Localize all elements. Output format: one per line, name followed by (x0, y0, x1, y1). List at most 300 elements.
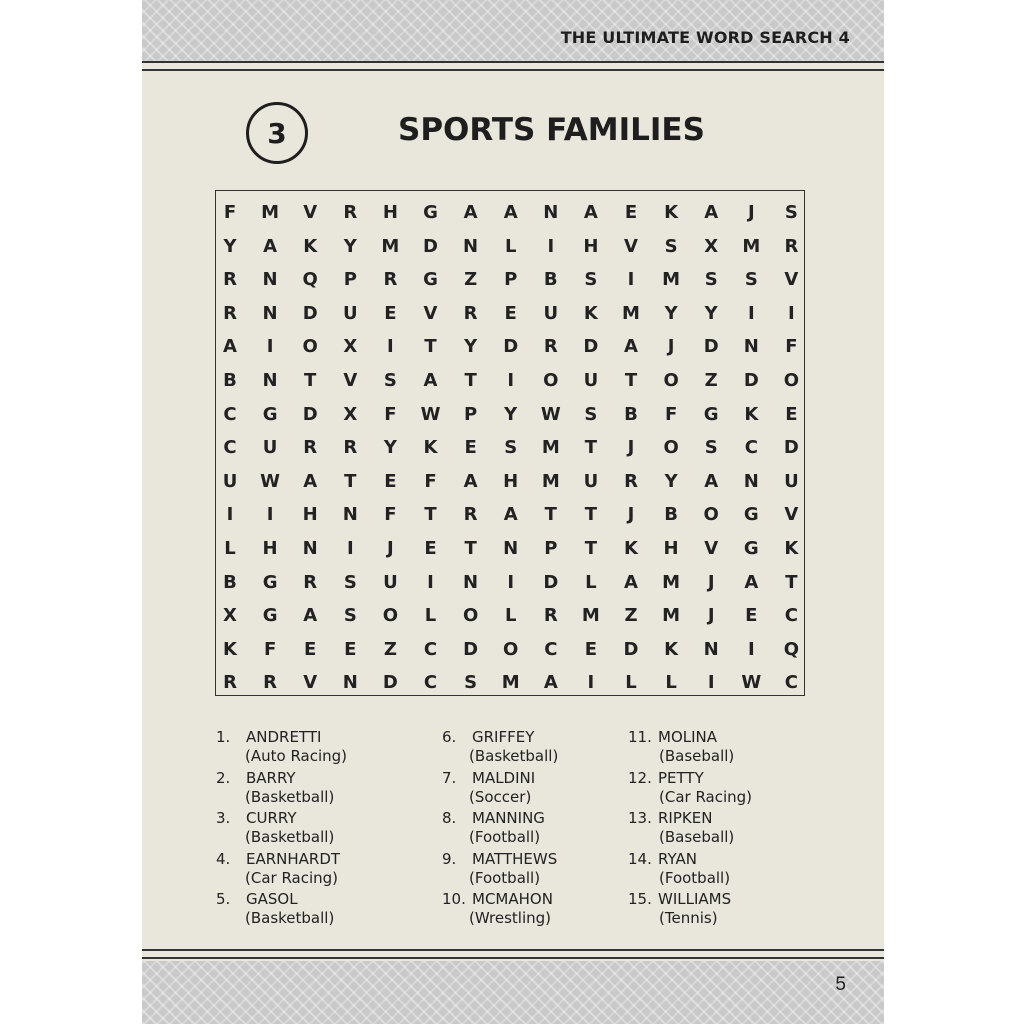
grid-letter: R (463, 302, 478, 324)
grid-letter: R (784, 235, 799, 257)
grid-letter: G (703, 403, 719, 425)
clue-item (216, 850, 416, 891)
clue-item (628, 728, 828, 769)
clue-number: 3. (216, 809, 231, 827)
grid-letter: E (624, 202, 638, 223)
grid-letter: S (744, 269, 758, 291)
grid-letter: D (623, 638, 639, 660)
grid-letter: E (464, 437, 477, 459)
grid-letter: A (704, 202, 719, 223)
clue-number: 6. (442, 728, 457, 746)
grid-letter: Z (704, 370, 718, 391)
grid-letter: V (343, 370, 358, 391)
grid-letter: R (303, 571, 318, 593)
grid-row (216, 532, 804, 566)
grid-letter: N (262, 302, 278, 324)
grid-letter: O (663, 370, 679, 391)
grid-letter: Y (464, 336, 478, 358)
grid-letter: J (707, 605, 715, 627)
grid-letter: Z (464, 269, 478, 291)
grid-letter: G (262, 571, 278, 593)
clue-item (442, 850, 622, 891)
grid-letter: E (384, 470, 397, 492)
grid-row (216, 196, 804, 230)
grid-letter: M (742, 235, 761, 257)
grid-letter: K (744, 403, 759, 425)
grid-letter: A (503, 202, 518, 223)
clue-word: MOLINA (658, 728, 718, 746)
clue-word: EARNHARDT (246, 849, 341, 868)
grid-letter: F (785, 336, 798, 358)
grid-letter: I (226, 504, 234, 526)
grid-letter: N (543, 202, 559, 223)
grid-letter: O (503, 638, 519, 660)
clue-sport: (Football) (659, 868, 731, 887)
grid-letter: P (544, 538, 558, 559)
grid-letter: I (788, 302, 795, 324)
clue-word: WILLIAMS (658, 890, 732, 908)
grid-letter: L (504, 235, 517, 257)
grid-row (216, 330, 804, 364)
clue-column-1 (216, 728, 416, 931)
grid-letter: D (382, 672, 398, 694)
clue-word: ANDRETTI (246, 728, 322, 746)
grid-letter: U (342, 302, 358, 324)
grid-row (216, 297, 804, 331)
grid-letter: S (784, 202, 798, 223)
grid-letter: K (223, 638, 237, 660)
grid-letter: T (424, 504, 437, 526)
grid-letter: A (303, 605, 318, 627)
grid-letter: D (783, 437, 799, 459)
grid-row (216, 398, 804, 432)
grid-letter: P (504, 269, 518, 291)
grid-letter: C (423, 672, 438, 694)
grid-letter: W (741, 672, 762, 694)
clue-item (628, 850, 828, 891)
grid-row (216, 364, 804, 398)
grid-letter: J (387, 538, 394, 559)
grid-letter: N (342, 672, 358, 694)
grid-letter: V (784, 504, 799, 526)
clue-sport: (Wrestling) (469, 909, 551, 927)
grid-letter: M (381, 235, 400, 257)
grid-letter: I (266, 504, 274, 526)
grid-letter: D (503, 336, 519, 358)
grid-letter: O (543, 370, 559, 391)
grid-letter: X (343, 403, 358, 425)
grid-letter: O (663, 437, 679, 459)
grid-letter: A (704, 470, 719, 492)
grid-letter: V (784, 269, 799, 291)
grid-letter: K (303, 235, 318, 257)
grid-letter: Z (383, 638, 397, 660)
grid-letter: R (343, 437, 358, 459)
grid-letter: W (540, 403, 561, 425)
clue-number: 1. (216, 728, 231, 746)
grid-letter: A (624, 571, 638, 593)
grid-letter: V (303, 672, 318, 694)
clue-sport: (Auto Racing) (245, 747, 348, 765)
grid-letter: E (785, 403, 798, 425)
grid-letter: B (624, 403, 638, 425)
grid-row (216, 431, 804, 465)
grid-letter: L (585, 571, 597, 593)
clue-item (628, 890, 828, 931)
grid-letter: F (263, 638, 277, 660)
grid-letter: T (584, 538, 598, 559)
clue-word: MCMAHON (472, 890, 553, 908)
grid-letter: D (423, 235, 438, 257)
grid-letter: K (583, 302, 598, 324)
grid-letter: F (424, 470, 437, 492)
grid-letter: S (704, 437, 718, 459)
header-rule-bottom (142, 69, 884, 71)
grid-letter: X (223, 605, 237, 627)
grid-letter: K (784, 538, 799, 559)
clue-sport: (Basketball) (245, 909, 335, 927)
clue-sport: (Basketball) (245, 828, 335, 846)
grid-letter: N (302, 538, 318, 559)
clue-word: CURRY (246, 809, 297, 827)
grid-letter: R (223, 302, 237, 324)
grid-letter: B (223, 571, 237, 593)
grid-letter: E (304, 638, 317, 660)
grid-letter: H (382, 202, 398, 223)
clue-column-2 (442, 728, 622, 931)
grid-letter: R (383, 269, 398, 291)
grid-letter: C (784, 605, 798, 627)
grid-letter: Y (504, 403, 518, 425)
grid-letter: S (664, 235, 678, 257)
grid-letter: U (784, 470, 799, 492)
grid-letter: O (462, 605, 479, 627)
grid-letter: J (667, 336, 675, 358)
grid-letter: Q (783, 638, 800, 660)
clue-number: 2. (216, 768, 231, 787)
grid-letter: E (745, 605, 758, 627)
grid-letter: I (427, 571, 434, 593)
grid-letter: V (704, 538, 719, 559)
book-page (142, 0, 884, 1024)
grid-letter: I (387, 336, 394, 358)
grid-letter: U (262, 437, 278, 459)
grid-letter: S (504, 437, 518, 459)
grid-letter: R (463, 504, 478, 526)
grid-letter: Y (664, 470, 678, 492)
grid-letter: V (303, 202, 318, 223)
grid-letter: A (624, 336, 638, 358)
grid-letter: M (581, 605, 600, 627)
grid-letter: R (343, 202, 358, 223)
grid-letter: B (543, 269, 558, 291)
grid-letter: H (503, 470, 519, 492)
grid-letter: M (261, 202, 280, 223)
grid-letter: D (743, 370, 759, 391)
grid-letter: H (302, 504, 318, 526)
grid-letter: A (303, 470, 318, 492)
grid-letter: C (784, 672, 798, 694)
footer-rule-top (142, 949, 884, 951)
clue-number: 4. (216, 849, 231, 868)
grid-letter: J (707, 571, 715, 593)
grid-letter: N (703, 638, 719, 660)
grid-letter: I (507, 571, 515, 593)
grid-letter: O (382, 605, 399, 627)
grid-letter: C (544, 638, 558, 660)
clue-item (442, 890, 622, 931)
grid-letter: W (260, 470, 281, 492)
grid-letter: N (463, 235, 479, 257)
clue-item (628, 809, 828, 850)
grid-row (216, 465, 804, 499)
grid-letter: P (343, 269, 357, 291)
grid-letter: S (704, 269, 718, 291)
grid-letter: K (423, 437, 438, 459)
grid-letter: A (463, 202, 478, 223)
grid-letter: L (504, 605, 517, 627)
grid-letter: N (743, 470, 759, 492)
grid-letter: A (263, 235, 278, 257)
grid-letter: S (464, 672, 478, 694)
grid-letter: T (544, 504, 557, 526)
grid-letter: T (424, 336, 437, 358)
clue-word: RIPKEN (658, 809, 713, 827)
grid-letter: N (463, 571, 479, 593)
grid-letter: D (583, 336, 599, 358)
grid-letter: S (343, 571, 357, 593)
grid-letter: Y (223, 235, 237, 257)
clue-word: GRIFFEY (472, 728, 535, 746)
grid-letter: G (423, 269, 438, 291)
word-search-grid (215, 190, 805, 696)
grid-letter: L (665, 672, 677, 694)
header-rule-top (142, 61, 884, 63)
clue-sport: (Tennis) (659, 909, 718, 927)
grid-row (216, 666, 804, 700)
grid-letter: T (344, 470, 357, 492)
clue-item (216, 769, 416, 810)
clue-word: MATTHEWS (472, 849, 558, 868)
clue-item (628, 769, 828, 810)
grid-letter: Z (624, 605, 638, 627)
clue-number: 11. (628, 728, 652, 746)
grid-letter: F (384, 504, 397, 526)
grid-letter: E (504, 302, 517, 324)
grid-letter: U (543, 302, 559, 324)
grid-letter: D (703, 336, 719, 358)
grid-letter: M (501, 672, 520, 694)
grid-letter: D (543, 571, 559, 593)
clue-sport: (Football) (469, 828, 541, 846)
grid-letter: P (463, 403, 478, 425)
grid-letter: B (223, 370, 237, 391)
grid-letter: U (583, 470, 599, 492)
grid-letter: F (384, 403, 397, 425)
clue-word: MANNING (472, 809, 545, 827)
grid-letter: K (624, 538, 638, 559)
clue-number: 5. (216, 890, 231, 908)
clue-word: GASOL (246, 890, 298, 908)
clue-word: BARRY (246, 768, 296, 787)
grid-row (216, 566, 804, 600)
grid-row (216, 263, 804, 297)
clue-number: 8. (442, 809, 457, 827)
grid-letter: G (423, 202, 438, 223)
grid-letter: M (662, 269, 681, 291)
grid-letter: A (463, 470, 478, 492)
grid-letter: E (344, 638, 357, 660)
grid-letter: A (583, 202, 598, 223)
clue-number: 7. (442, 768, 457, 787)
grid-letter: V (423, 302, 438, 324)
grid-letter: S (343, 605, 357, 627)
clue-sport: (Basketball) (469, 747, 559, 765)
grid-letter: I (266, 336, 274, 358)
clue-number: 9. (442, 849, 457, 868)
page-number: 5 (835, 974, 846, 995)
grid-letter: C (423, 638, 438, 660)
clue-column-3 (628, 728, 828, 931)
clue-word: RYAN (658, 849, 697, 868)
grid-row (216, 230, 804, 264)
clue-item (216, 728, 416, 769)
grid-letter: X (343, 336, 358, 358)
grid-letter: F (664, 403, 678, 425)
grid-letter: K (664, 202, 679, 223)
grid-letter: I (346, 538, 354, 559)
grid-letter: C (744, 437, 758, 459)
puzzle-title: SPORTS FAMILIES (398, 112, 705, 148)
clue-number: 10. (442, 890, 466, 908)
grid-letter: D (463, 638, 479, 660)
grid-letter: W (420, 403, 441, 425)
clue-number: 13. (628, 809, 652, 827)
grid-letter: E (384, 302, 397, 324)
footer-pattern-band (142, 961, 884, 1024)
grid-letter: R (543, 336, 558, 358)
grid-letter: T (785, 571, 798, 593)
grid-letter: F (223, 202, 237, 223)
grid-letter: O (783, 370, 800, 391)
clue-word: MALDINI (472, 768, 536, 787)
clue-item (216, 890, 416, 931)
grid-letter: Y (383, 437, 397, 459)
grid-letter: I (747, 638, 755, 660)
grid-letter: X (704, 235, 719, 257)
grid-letter: T (584, 437, 598, 459)
grid-letter: Y (664, 302, 678, 324)
puzzle-number-badge: 3 (246, 102, 308, 164)
clue-sport: (Basketball) (245, 787, 335, 806)
clue-sport: (Baseball) (659, 828, 735, 846)
clue-sport: (Car Racing) (659, 787, 753, 806)
grid-letter: S (584, 269, 598, 291)
grid-letter: M (622, 302, 640, 324)
grid-letter: N (743, 336, 759, 358)
clue-number: 14. (628, 849, 652, 868)
grid-letter: L (224, 538, 236, 559)
grid-letter: E (424, 538, 437, 559)
clue-number: 15. (628, 890, 652, 908)
grid-letter: D (302, 302, 318, 324)
grid-letter: L (625, 672, 637, 694)
clue-sport: (Baseball) (659, 747, 735, 765)
grid-letter: O (302, 336, 318, 358)
clue-sport: (Car Racing) (245, 868, 339, 887)
grid-letter: K (664, 638, 679, 660)
grid-letter: M (541, 437, 560, 459)
grid-letter: G (743, 538, 759, 559)
grid-letter: J (747, 202, 755, 223)
grid-letter: T (464, 538, 477, 559)
grid-letter: V (624, 235, 638, 257)
grid-letter: A (423, 370, 438, 391)
grid-letter: I (747, 302, 755, 324)
grid-letter: U (222, 470, 238, 492)
grid-letter: S (584, 403, 598, 425)
grid-letter: N (262, 370, 278, 391)
grid-letter: M (662, 605, 681, 627)
grid-letter: G (743, 504, 759, 526)
grid-letter: N (262, 269, 278, 291)
grid-letter: L (424, 605, 437, 627)
grid-letter: O (703, 504, 719, 526)
grid-letter: Y (343, 235, 357, 257)
grid-letter: Q (302, 269, 318, 291)
grid-letter: J (627, 504, 635, 526)
grid-letter: R (223, 672, 237, 694)
grid-letter: G (262, 403, 278, 425)
grid-letter: I (707, 672, 715, 694)
grid-letter: T (304, 370, 317, 391)
grid-letter: Y (704, 302, 718, 324)
footer-rule-bottom (142, 957, 884, 959)
grid-letter: C (223, 403, 237, 425)
grid-row (216, 633, 804, 667)
clue-sport: (Soccer) (469, 787, 532, 806)
grid-row (216, 498, 804, 532)
grid-letter: I (507, 370, 515, 391)
grid-letter: U (583, 370, 599, 391)
grid-letter: H (663, 538, 679, 559)
grid-letter: A (543, 672, 558, 694)
grid-letter: R (303, 437, 318, 459)
clue-sport: (Football) (469, 868, 541, 887)
grid-letter: A (744, 571, 759, 593)
clue-number: 12. (628, 768, 652, 787)
clue-item (442, 769, 622, 810)
grid-letter: T (624, 370, 638, 391)
grid-letter: R (624, 470, 638, 492)
clue-item (442, 728, 622, 769)
clue-item (216, 809, 416, 850)
grid-letter: J (627, 437, 635, 459)
grid-letter: R (543, 605, 558, 627)
grid-letter: R (263, 672, 278, 694)
grid-letter: T (464, 370, 477, 391)
grid-letter: M (541, 470, 560, 492)
grid-letter: A (503, 504, 518, 526)
grid-letter: I (547, 235, 555, 257)
grid-letter: D (302, 403, 318, 425)
book-title: THE ULTIMATE WORD SEARCH 4 (560, 28, 850, 47)
grid-letter: M (662, 571, 681, 593)
grid-letter: G (262, 605, 278, 627)
grid-letter: N (503, 538, 519, 559)
grid-letter: R (223, 269, 237, 291)
grid-letter: E (584, 638, 598, 660)
